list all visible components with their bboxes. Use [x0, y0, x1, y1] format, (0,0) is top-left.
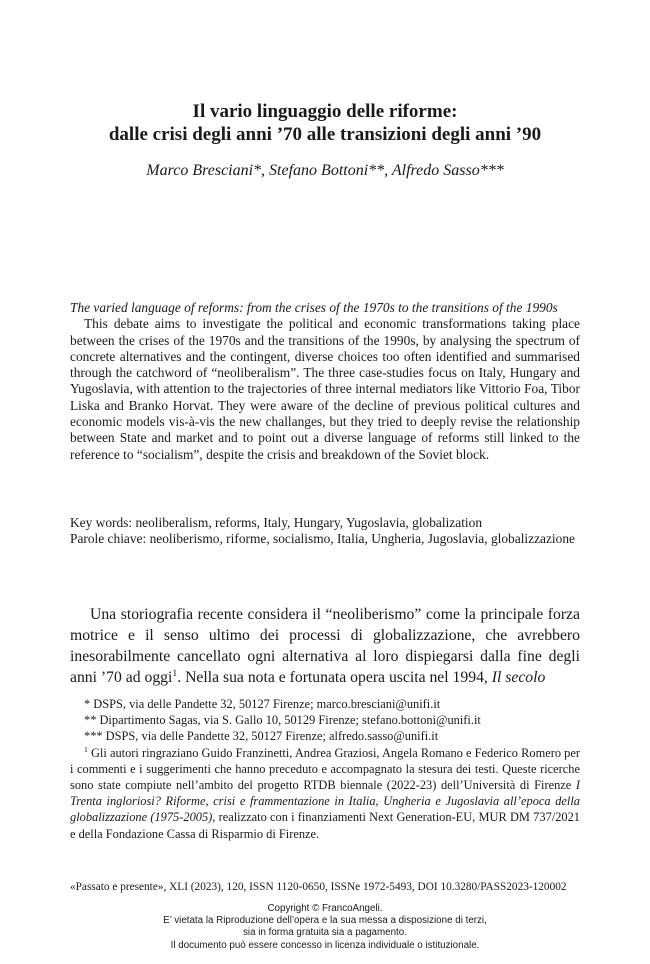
abstract-title: The varied language of reforms: from the crises of the 1970s to the transitions of the 1990s: [70, 300, 558, 315]
article-title: [40, 100, 610, 146]
copyright-line-3: sia in forma gratuita sia a pagamento.: [243, 927, 407, 939]
article-title-line-1: Il vario linguaggio delle riforme:: [192, 101, 458, 122]
copyright-line-1: Copyright © FrancoAngeli.: [267, 903, 383, 914]
body-italic-book-title: Il secolo: [491, 669, 546, 686]
journal-citation: «Passato e presente», XLI (2023), 120, ISSN 1120-0650, ISSNe 1972-5493, DOI 10.3280/PASS2023-120002: [70, 881, 567, 893]
body-text-continued: . Nella sua nota e fortunata opera uscita nel 1994,: [177, 669, 492, 686]
abstract-body: This debate aims to investigate the political and economic transformations taking place between the crises of the 1970s and the transitions of the 1990s, by analysing the spectrum of concrete alternatives and the contingent, diverse choices too often identified and summarised through the catchword of “neoliberalism”. The three case-studies focus on Italy, Hungary and Yugoslavia, with attention to the trajectories of three internal mediators like Vittorio Foa, Tibor Liska and Branko Horvat. They were aware of the decline of previous political cultures and economic models vis-à-vis the new challanges, but they tried to deeply revise the relationship between State and market and to point out a diverse language of reforms still linked to the reference to “socialism”, despite the crisis and breakdown of the Soviet block.: [70, 316, 580, 462]
keywords-english: Key words: neoliberalism, reforms, Italy, Hungary, Yugoslavia, globalization: [70, 515, 483, 530]
footnote-1-text: Gli autori ringraziano Guido Franzinetti, Andrea Graziosi, Angela Romano e Federico Romero per i commenti e i suggerimenti che hanno preceduto e accompagnato la stesura dei testi. Queste ricerche sono state compiute nell’ambito del progetto RTDB biennale (2022-23) dell’Università di Firenze: [70, 745, 580, 793]
footnote-1-project-title: I Trenta ingloriosi? Riforme, crisi e frammentazione in Italia, Ungheria e Jugoslavia all’epoca della globalizzazione (1975-2005): [70, 778, 580, 825]
footnote-author-3: *** DSPS, via delle Pandette 32, 50127 Firenze; alfredo.sasso@unifi.it: [84, 729, 439, 744]
body-paragraph: [70, 604, 580, 688]
body-text: Una storiografia recente considera il “neoliberismo” come la principale forza motrice e il senso ultimo dei processi di globalizzazione, che avrebbero inesorabilmente cancellato ogni alternativa al loro dispiegarsi dalla fine degli anni ’70 ad oggi: [70, 606, 580, 686]
footnotes-section: [70, 696, 580, 842]
footnote-reference-1[interactable]: 1: [172, 667, 178, 679]
footnote-1-text-end: , realizzato con i finanziamenti Next Generation-EU, MUR DM 737/2021 e della Fondazione Cassa di Risparmio di Firenze.: [70, 810, 580, 841]
copyright-line-4: Il documento può essere concesso in licenza individuale o istituzionale.: [170, 939, 480, 951]
footnote-1-marker: 1: [84, 744, 88, 754]
article-title-line-2: dalle crisi degli anni ’70 alle transizioni degli anni ’90: [108, 124, 542, 145]
footnote-1: [70, 745, 580, 842]
copyright-line-2: E’ vietata la Riproduzione dell’opera e la sua messa a disposizione di terzi,: [163, 915, 487, 927]
article-authors: Marco Bresciani*, Stefano Bottoni**, Alfredo Sasso***: [146, 162, 504, 179]
footnote-author-2: ** Dipartimento Sagas, via S. Gallo 10, 50129 Firenze; stefano.bottoni@unifi.it: [84, 713, 481, 728]
abstract-section: [70, 300, 580, 463]
copyright-notice: [40, 903, 610, 952]
footnote-author-1: * DSPS, via delle Pandette 32, 50127 Firenze; marco.bresciani@unifi.it: [84, 697, 441, 711]
keywords-italian: Parole chiave: neoliberismo, riforme, socialismo, Italia, Ungheria, Jugoslavia, globalizzazione: [70, 531, 575, 547]
keywords-section: [70, 515, 580, 548]
